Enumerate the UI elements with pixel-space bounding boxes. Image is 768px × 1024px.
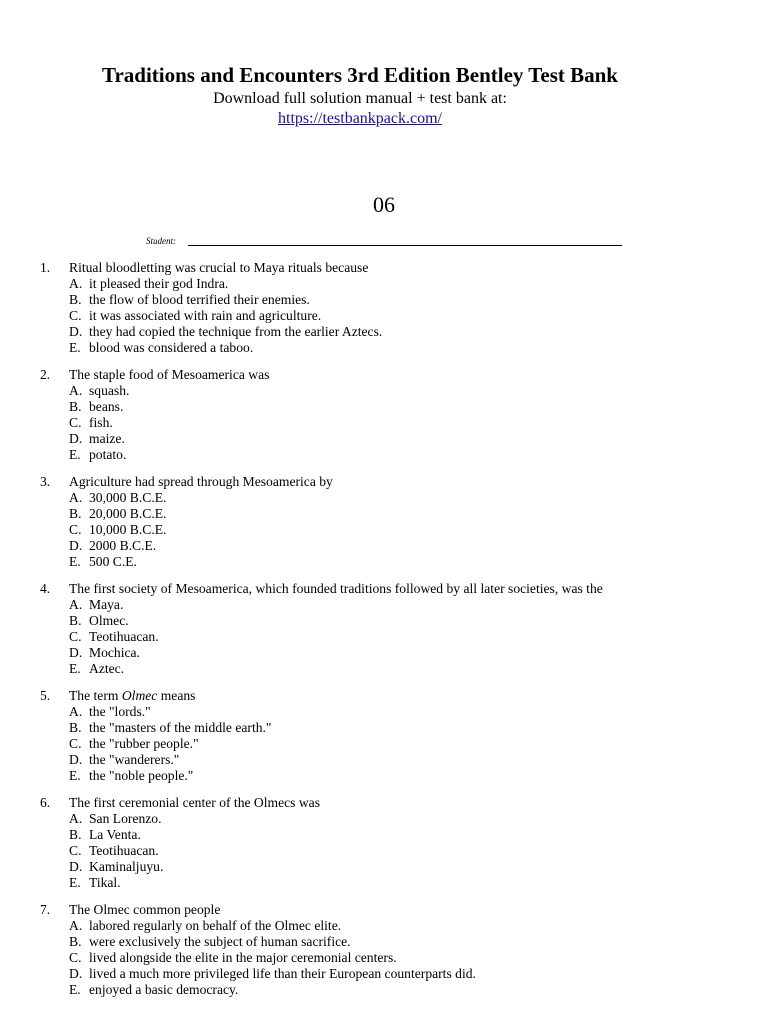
option-e bbox=[69, 340, 740, 356]
question-3 bbox=[40, 474, 740, 570]
student-label: Student: bbox=[146, 236, 176, 246]
option-text: squash. bbox=[89, 383, 130, 398]
stem-suffix: means bbox=[157, 688, 196, 703]
option-text: the "wanderers." bbox=[89, 752, 180, 767]
option-e bbox=[69, 447, 740, 463]
question-5 bbox=[40, 688, 740, 784]
stem-prefix: The term bbox=[69, 688, 122, 703]
question-4 bbox=[40, 581, 740, 677]
option-letter: D. bbox=[69, 645, 83, 660]
option-letter: E. bbox=[69, 875, 81, 890]
document-title: Traditions and Encounters 3rd Edition Bentley Test Bank bbox=[102, 63, 618, 87]
option-text: enjoyed a basic democracy. bbox=[89, 982, 239, 997]
question-stem: The Olmec common people bbox=[69, 902, 221, 917]
option-d bbox=[69, 859, 740, 875]
option-text: the "noble people." bbox=[89, 768, 194, 783]
option-d bbox=[69, 538, 740, 554]
option-letter: A. bbox=[69, 490, 83, 505]
option-text: they had copied the technique from the earlier Aztecs. bbox=[89, 324, 383, 339]
question-list bbox=[40, 260, 740, 1009]
option-letter: E. bbox=[69, 554, 81, 569]
option-e bbox=[69, 768, 740, 784]
option-letter: D. bbox=[69, 324, 83, 339]
option-d bbox=[69, 966, 740, 982]
option-letter: E. bbox=[69, 447, 81, 462]
option-text: beans. bbox=[89, 399, 124, 414]
option-text: Olmec. bbox=[89, 613, 129, 628]
option-text: 10,000 B.C.E. bbox=[89, 522, 167, 537]
option-text: fish. bbox=[89, 415, 113, 430]
option-a bbox=[69, 704, 740, 720]
question-number: 6. bbox=[40, 795, 51, 810]
option-b bbox=[69, 399, 740, 415]
option-d bbox=[69, 752, 740, 768]
option-e bbox=[69, 982, 740, 998]
option-letter: C. bbox=[69, 522, 82, 537]
question-stem: The first society of Mesoamerica, which founded traditions followed by all later societies, was the bbox=[69, 581, 603, 596]
option-text: maize. bbox=[89, 431, 125, 446]
option-text: the "lords." bbox=[89, 704, 151, 719]
stem-italic-term: Olmec bbox=[121, 688, 158, 703]
option-letter: B. bbox=[69, 827, 82, 842]
option-letter: E. bbox=[69, 982, 81, 997]
option-text: Aztec. bbox=[89, 661, 125, 676]
option-text: labored regularly on behalf of the Olmec elite. bbox=[89, 918, 342, 933]
option-text: San Lorenzo. bbox=[89, 811, 162, 826]
option-letter: A. bbox=[69, 704, 83, 719]
option-letter: A. bbox=[69, 597, 83, 612]
option-text: Mochica. bbox=[89, 645, 140, 660]
option-letter: B. bbox=[69, 613, 82, 628]
option-text: the flow of blood terrified their enemies. bbox=[89, 292, 310, 307]
option-letter: E. bbox=[69, 661, 81, 676]
option-text: blood was considered a taboo. bbox=[89, 340, 254, 355]
option-text: 500 C.E. bbox=[89, 554, 137, 569]
option-b bbox=[69, 934, 740, 950]
option-a bbox=[69, 490, 740, 506]
option-a bbox=[69, 276, 740, 292]
option-letter: D. bbox=[69, 966, 83, 981]
question-stem: Agriculture had spread through Mesoamerica by bbox=[69, 474, 333, 489]
option-d bbox=[69, 431, 740, 447]
option-text: lived a much more privileged life than their European counterparts did. bbox=[89, 966, 476, 981]
option-e bbox=[69, 875, 740, 891]
option-letter: B. bbox=[69, 292, 82, 307]
option-letter: E. bbox=[69, 340, 81, 355]
option-letter: C. bbox=[69, 843, 82, 858]
question-7 bbox=[40, 902, 740, 998]
option-e bbox=[69, 661, 740, 677]
option-text: 30,000 B.C.E. bbox=[89, 490, 167, 505]
question-2 bbox=[40, 367, 740, 463]
option-letter: B. bbox=[69, 934, 82, 949]
question-number: 4. bbox=[40, 581, 51, 596]
option-text: were exclusively the subject of human sacrifice. bbox=[89, 934, 351, 949]
option-letter: A. bbox=[69, 918, 83, 933]
question-stem: The first ceremonial center of the Olmecs was bbox=[69, 795, 320, 810]
option-letter: A. bbox=[69, 383, 83, 398]
question-stem: The staple food of Mesoamerica was bbox=[69, 367, 270, 382]
question-number: 3. bbox=[40, 474, 51, 489]
option-c bbox=[69, 629, 740, 645]
option-text: lived alongside the elite in the major ceremonial centers. bbox=[89, 950, 397, 965]
student-name-line bbox=[188, 245, 622, 246]
option-b bbox=[69, 613, 740, 629]
option-letter: A. bbox=[69, 276, 83, 291]
option-letter: A. bbox=[69, 811, 83, 826]
question-number: 1. bbox=[40, 260, 51, 275]
option-letter: B. bbox=[69, 720, 82, 735]
option-d bbox=[69, 645, 740, 661]
option-text: the "masters of the middle earth." bbox=[89, 720, 272, 735]
option-letter: D. bbox=[69, 431, 83, 446]
chapter-number: 06 bbox=[373, 192, 395, 217]
option-text: the "rubber people." bbox=[89, 736, 199, 751]
question-1 bbox=[40, 260, 740, 356]
option-b bbox=[69, 720, 740, 736]
option-letter: B. bbox=[69, 399, 82, 414]
option-letter: D. bbox=[69, 859, 83, 874]
testbank-link[interactable]: https://testbankpack.com/ bbox=[278, 110, 442, 127]
option-text: Tikal. bbox=[89, 875, 121, 890]
option-letter: C. bbox=[69, 629, 82, 644]
option-a bbox=[69, 811, 740, 827]
option-text: potato. bbox=[89, 447, 127, 462]
option-text: Maya. bbox=[89, 597, 124, 612]
option-b bbox=[69, 292, 740, 308]
option-c bbox=[69, 522, 740, 538]
option-letter: B. bbox=[69, 506, 82, 521]
option-text: Teotihuacan. bbox=[89, 629, 159, 644]
option-a bbox=[69, 383, 740, 399]
question-6 bbox=[40, 795, 740, 891]
option-a bbox=[69, 918, 740, 934]
option-c bbox=[69, 950, 740, 966]
option-a bbox=[69, 597, 740, 613]
option-text: 2000 B.C.E. bbox=[89, 538, 157, 553]
option-e bbox=[69, 554, 740, 570]
option-c bbox=[69, 843, 740, 859]
option-letter: C. bbox=[69, 308, 82, 323]
option-text: 20,000 B.C.E. bbox=[89, 506, 167, 521]
option-letter: E. bbox=[69, 768, 81, 783]
option-text: it was associated with rain and agriculture. bbox=[89, 308, 322, 323]
option-c bbox=[69, 415, 740, 431]
question-stem bbox=[69, 688, 740, 704]
download-subtitle: Download full solution manual + test bank at: bbox=[213, 90, 507, 107]
option-letter: C. bbox=[69, 950, 82, 965]
option-text: it pleased their god Indra. bbox=[89, 276, 229, 291]
option-text: La Venta. bbox=[89, 827, 141, 842]
option-b bbox=[69, 506, 740, 522]
option-letter: C. bbox=[69, 736, 82, 751]
option-d bbox=[69, 324, 740, 340]
question-number: 7. bbox=[40, 902, 51, 917]
option-letter: C. bbox=[69, 415, 82, 430]
question-number: 2. bbox=[40, 367, 51, 382]
option-letter: D. bbox=[69, 752, 83, 767]
option-text: Teotihuacan. bbox=[89, 843, 159, 858]
option-b bbox=[69, 827, 740, 843]
option-letter: D. bbox=[69, 538, 83, 553]
option-c bbox=[69, 308, 740, 324]
question-number: 5. bbox=[40, 688, 51, 703]
option-text: Kaminaljuyu. bbox=[89, 859, 164, 874]
question-stem: Ritual bloodletting was crucial to Maya rituals because bbox=[69, 260, 369, 275]
option-c bbox=[69, 736, 740, 752]
